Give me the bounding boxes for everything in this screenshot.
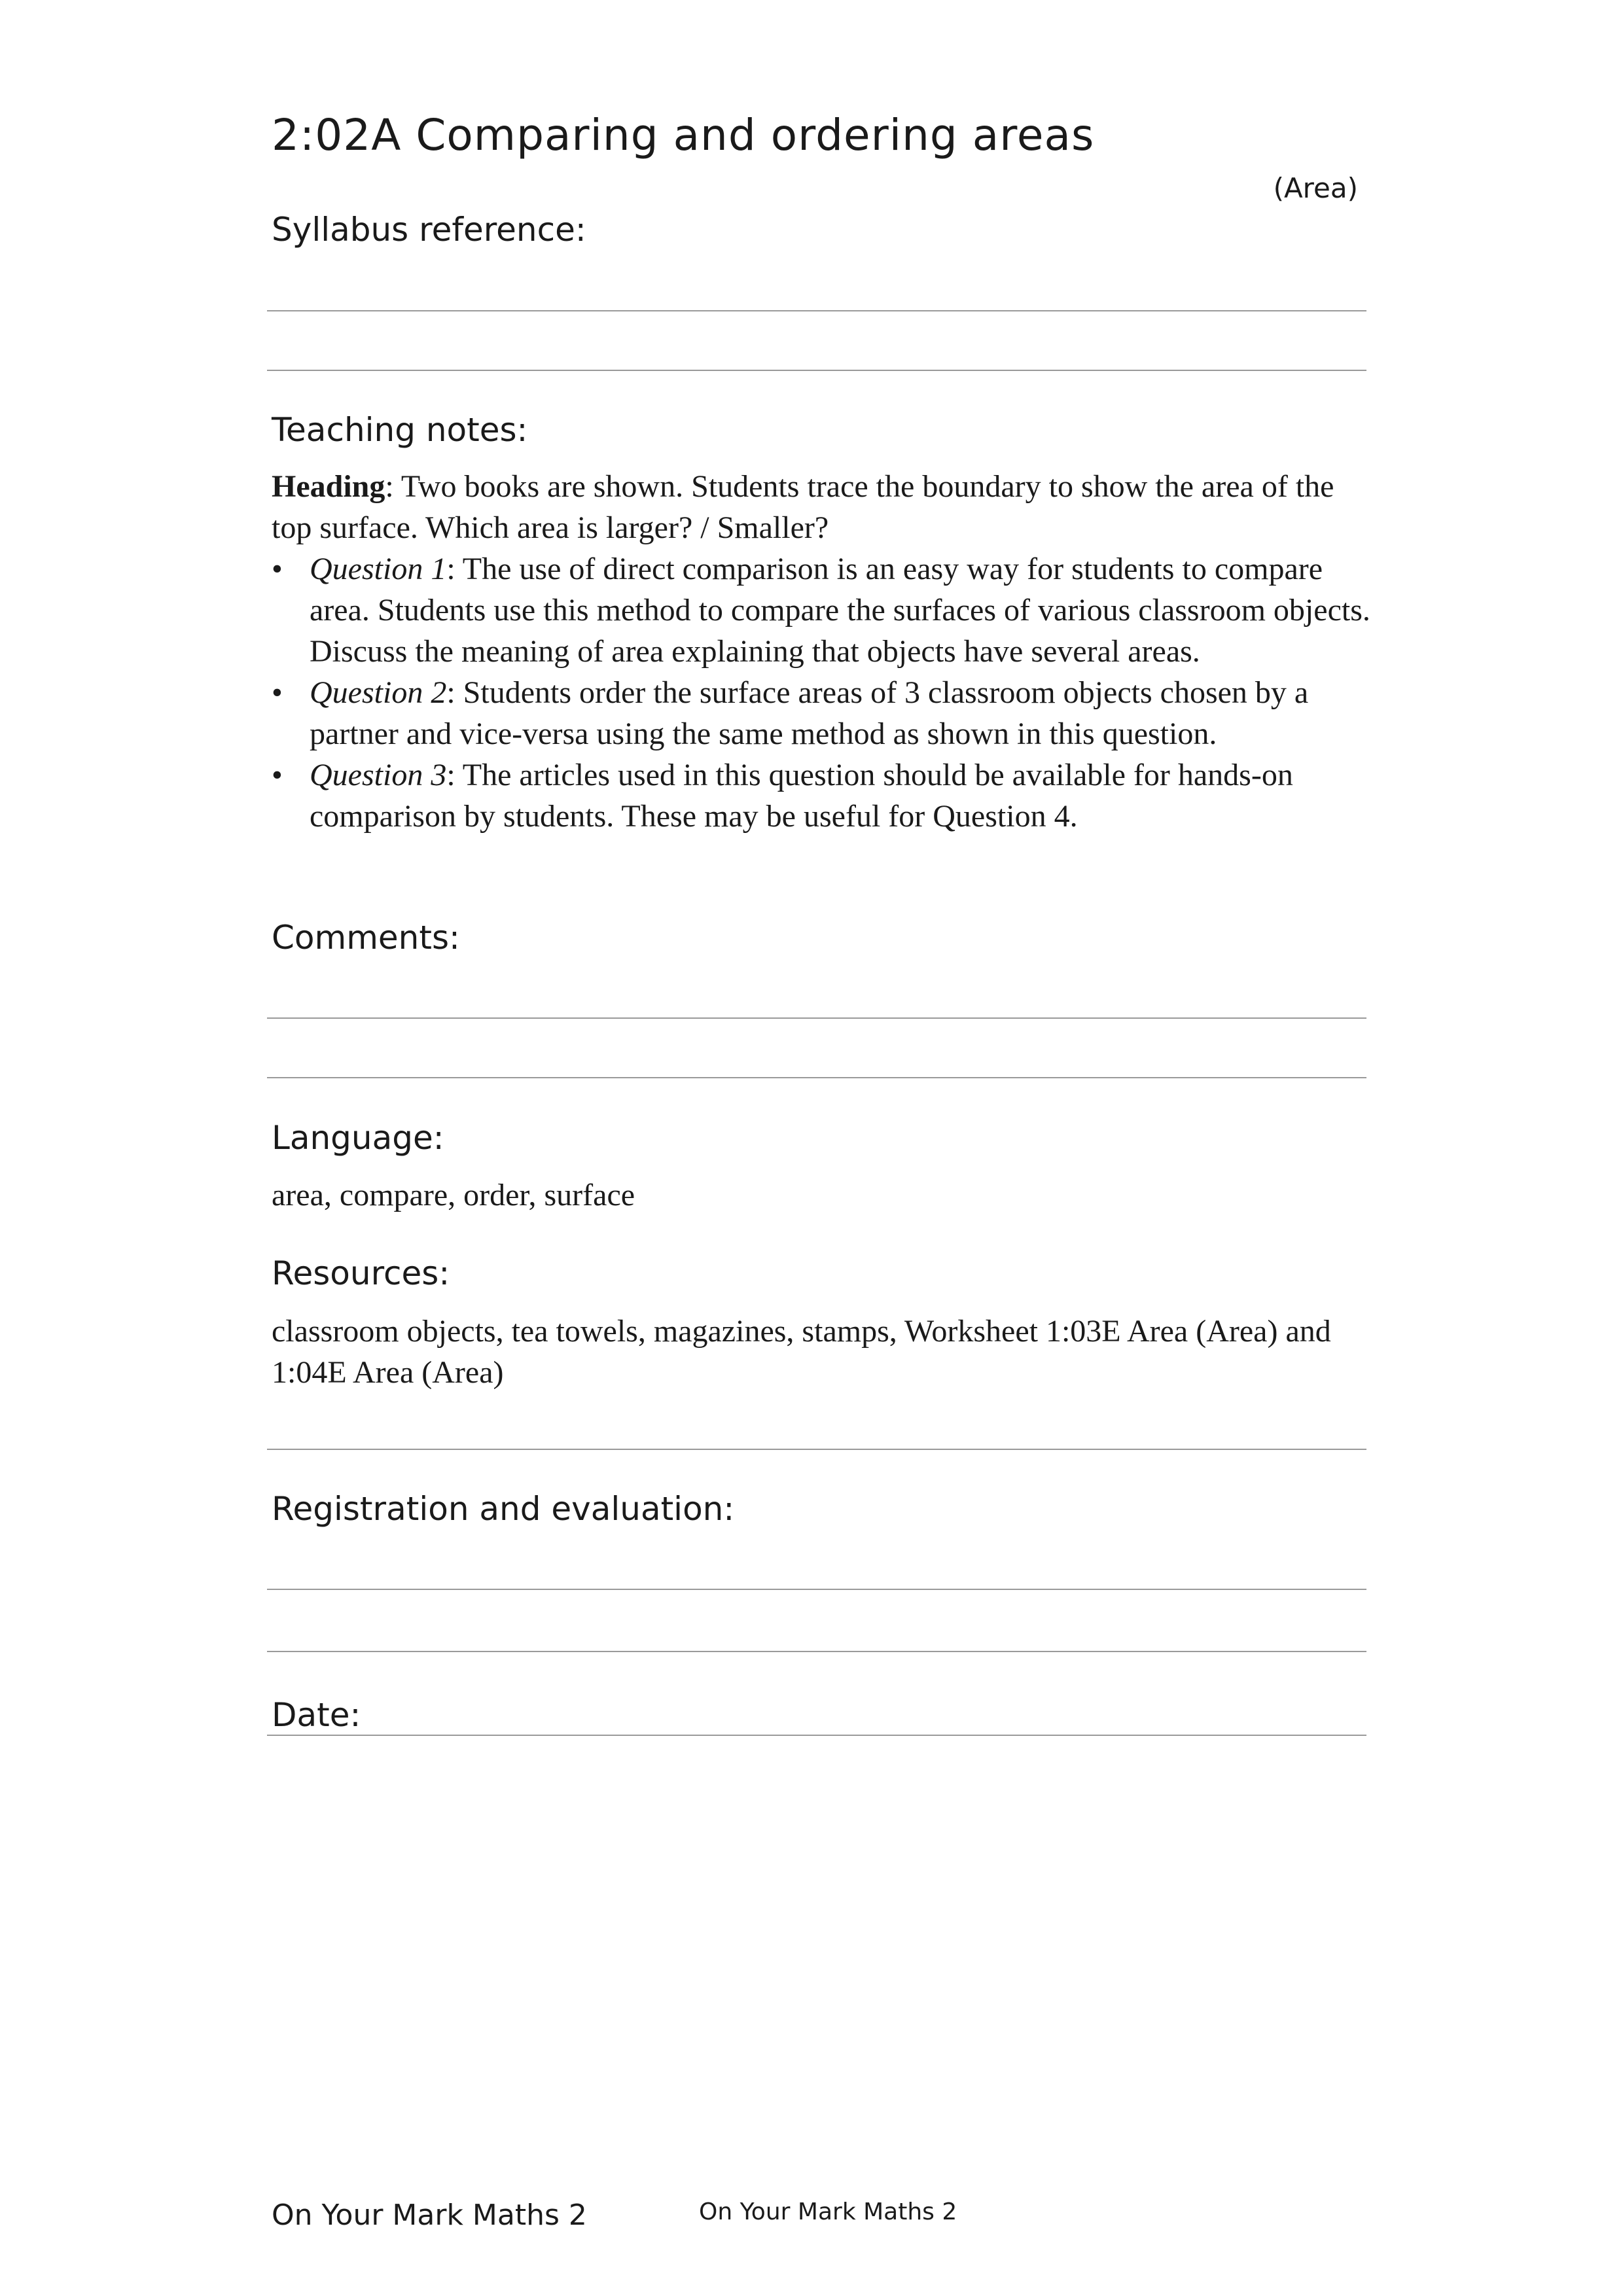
question-label: Question 1 bbox=[310, 552, 447, 586]
footer-book-title: On Your Mark Maths 2 bbox=[272, 2199, 587, 2232]
resources-text: classroom objects, tea towels, magazines, stamps, Worksheet 1:03E Area (Area) and 1:04E Area (Area) bbox=[272, 1314, 1331, 1390]
syllabus-line-1 bbox=[267, 310, 1366, 311]
bullet-marker: • bbox=[272, 675, 283, 710]
date-label: Date: bbox=[272, 1696, 361, 1734]
teaching-notes-body bbox=[272, 466, 1371, 837]
resources-line bbox=[267, 1449, 1366, 1450]
question-note-text: : The use of direct comparison is an easy way for students to compare area. Students use this method to compare the surfaces of various classroom objects. Discuss the meaning of area explaining that objects have several areas. bbox=[310, 552, 1370, 669]
syllabus-line-2 bbox=[267, 370, 1366, 371]
comments-line-1 bbox=[267, 1017, 1366, 1019]
language-label: Language: bbox=[272, 1119, 444, 1157]
question-label: Question 3 bbox=[310, 758, 447, 792]
list-item bbox=[272, 548, 1371, 672]
language-text: area, compare, order, surface bbox=[272, 1178, 635, 1212]
date-line bbox=[267, 1735, 1366, 1736]
syllabus-label: Syllabus reference: bbox=[272, 211, 586, 249]
registration-line-1 bbox=[267, 1589, 1366, 1590]
question-label: Question 2 bbox=[310, 675, 447, 710]
heading-note bbox=[272, 466, 1371, 548]
question-note-text: : Students order the surface areas of 3 classroom objects chosen by a partner and vice-versa using the same method as shown in this question. bbox=[310, 675, 1309, 751]
list-item bbox=[272, 672, 1371, 754]
comments-line-2 bbox=[267, 1077, 1366, 1078]
bullet-marker: • bbox=[272, 758, 283, 792]
list-item bbox=[272, 754, 1371, 837]
page-title: 2:02A Comparing and ordering areas bbox=[272, 110, 1095, 160]
teaching-notes-label: Teaching notes: bbox=[272, 411, 528, 449]
heading-note-label: Heading bbox=[272, 469, 385, 504]
registration-label: Registration and evaluation: bbox=[272, 1490, 735, 1528]
question-note-text: : The articles used in this question should be available for hands-on comparison by students. These may be useful for Question 4. bbox=[310, 758, 1293, 834]
resources-label: Resources: bbox=[272, 1254, 450, 1292]
registration-line-2 bbox=[267, 1651, 1366, 1652]
heading-note-text: : Two books are shown. Students trace the boundary to show the area of the top surface. Which area is larger? / Smaller? bbox=[272, 469, 1334, 545]
subject-tag: (Area) bbox=[1273, 172, 1358, 204]
bullet-marker: • bbox=[272, 552, 283, 586]
comments-label: Comments: bbox=[272, 919, 460, 957]
question-notes-list bbox=[272, 548, 1371, 837]
footer-running-title: On Your Mark Maths 2 bbox=[699, 2199, 957, 2225]
